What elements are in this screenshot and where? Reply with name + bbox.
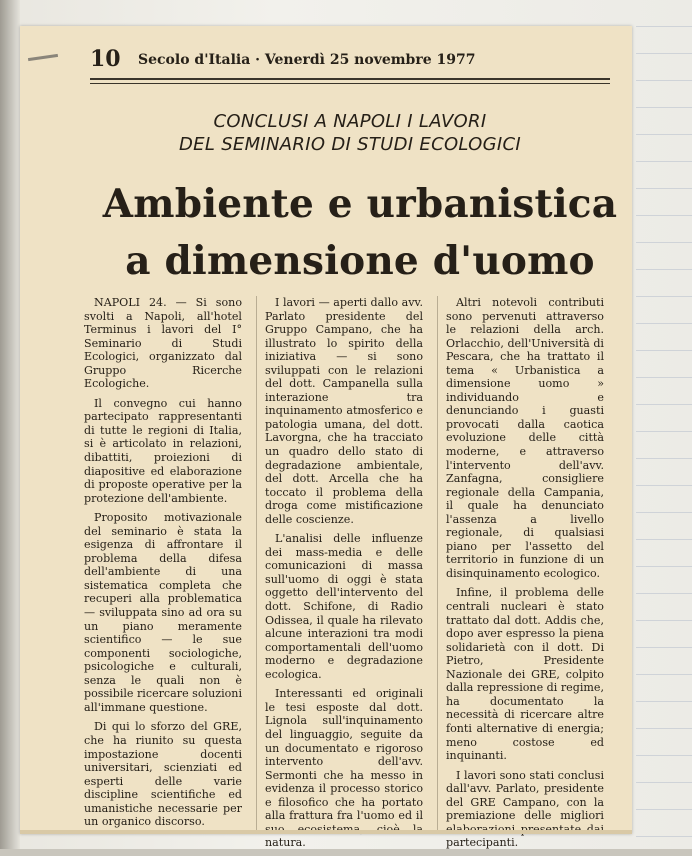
paragraph: Altri notevoli contributi sono pervenuti attraverso le relazioni della arch. Orlacchio, dell'Università di Pescara, che ha trattato il tema « Urbanistica a dimensione uomo » individuando e denunciando i guasti provocati dalla caotica evoluzione delle città moderne, e attraverso l'intervento dell'avv. Zanfagna, consigliere regionale della Campania, il quale ha denunciato l'assenza a livello regionale, di qualsiasi piano per l'assetto del territorio in funzione di un disinquinamento ecologico.: [446, 296, 604, 580]
paragraph: Di qui lo sforzo del GRE, che ha riunito su questa impostazione docenti universitari, scienziati ed esperti delle varie discipline scientifiche ed umanistiche necessarie per un organico discorso.: [84, 720, 242, 829]
masthead-rule: [90, 78, 610, 80]
kicker-line-1: CONCLUSI A NAPOLI I LAVORI: [213, 111, 487, 132]
clip-mark: [28, 54, 58, 61]
kicker: [120, 110, 580, 156]
paragraph: L'analisi delle influenze dei mass-media e delle comunicazioni di massa sull'uomo di oggi è stata oggetto dell'intervento del dott. Schifone, di Radio Odissea, il quale ha rilevato alcune interazioni tra modi comportamentali dell'uomo moderno e degradazione ecologica.: [265, 532, 423, 681]
article-column-3: [446, 296, 604, 856]
headline: [80, 176, 640, 290]
paragraph: Infine, il problema delle centrali nucleari è stato trattato dal dott. Addis che, dopo aver espresso la piena solidarietà con il dott. Di Pietro, Presidente Nazionale dei GRE, colpito dalla repressione di regime, ha documentato la necessità di ricercare altre fonti alternative di energia; meno costose ed inquinanti.: [446, 586, 604, 763]
masthead: [90, 46, 600, 76]
clipping-bottom-edge: [20, 830, 632, 834]
paragraph: Interessanti ed originali le tesi esposte dal dott. Lignola sull'inquinamento del linguaggio, seguite da un documentato e rigoroso intervento dell'avv. Sermonti che ha messo in evidenza il processo storico e filosofico che ha portato alla frattura fra l'uomo ed il natura.: [265, 687, 423, 850]
column-divider: [256, 296, 257, 831]
article-column-2: [265, 296, 423, 856]
paragraph: I lavori — aperti dallo avv. Parlato presidente del Gruppo Campano, che ha illustrato lo spirito della iniziativa — si sono sviluppati con le relazioni del dott. Campanella sulla interazione tra inquinamento atmosferico e patologia umana, del dott. Lavorgna, che ha tracciato un quadro dello stato di degradazione ambientale, del dott. Arcella che ha toccato il problema della droga come mistificazione delle coscienze.: [265, 296, 423, 526]
paragraph: NAPOLI 24. — Si sono svolti a Napoli, all'hotel Terminus i lavori del I° Seminario di Studi Ecologici, organizzato dal Gruppo Ricerche Ecologiche.: [84, 296, 242, 391]
paragraph: I lavori sono stati conclusi dall'avv. Parlato, presidente del GRE Campano, con la premiazione delle migliori partecipanti.: [446, 768, 604, 850]
ruled-notebook-lines: [636, 0, 692, 849]
headline-line-2: a dimensione d'uomo: [125, 238, 595, 284]
paragraph: Il convegno cui hanno partecipato rappresentanti di tutte le regioni di Italia, si è articolato in relazioni, dibattiti, proiezioni di diapositive ed elaborazione di proposte operative per la protezione dell'ambiente.: [84, 396, 242, 505]
page-number: 10: [90, 46, 121, 72]
masthead-rule-thin: [90, 83, 610, 84]
headline-line-1: Ambiente e urbanistica: [102, 181, 618, 227]
newspaper-clipping: [20, 26, 632, 850]
paragraph: Proposito motivazionale del seminario è stata la esigenza di affrontare il problema della difesa dell'ambiente di una sistematica completa che recuperi alla problematica — sviluppata sino ad ora su un piano meramente scientifico — le sue componenti sociologiche, psicologiche e culturali, senza le quali non è possibile ricercare soluzioni all'immane questione.: [84, 511, 242, 714]
article-column-1: [84, 296, 242, 835]
publication-date-line: Secolo d'Italia · Venerdì 25 novembre 1977: [138, 52, 476, 68]
kicker-line-2: DEL SEMINARIO DI STUDI ECOLOGICI: [179, 134, 521, 155]
album-binding: [0, 0, 20, 849]
column-divider: [437, 296, 438, 831]
